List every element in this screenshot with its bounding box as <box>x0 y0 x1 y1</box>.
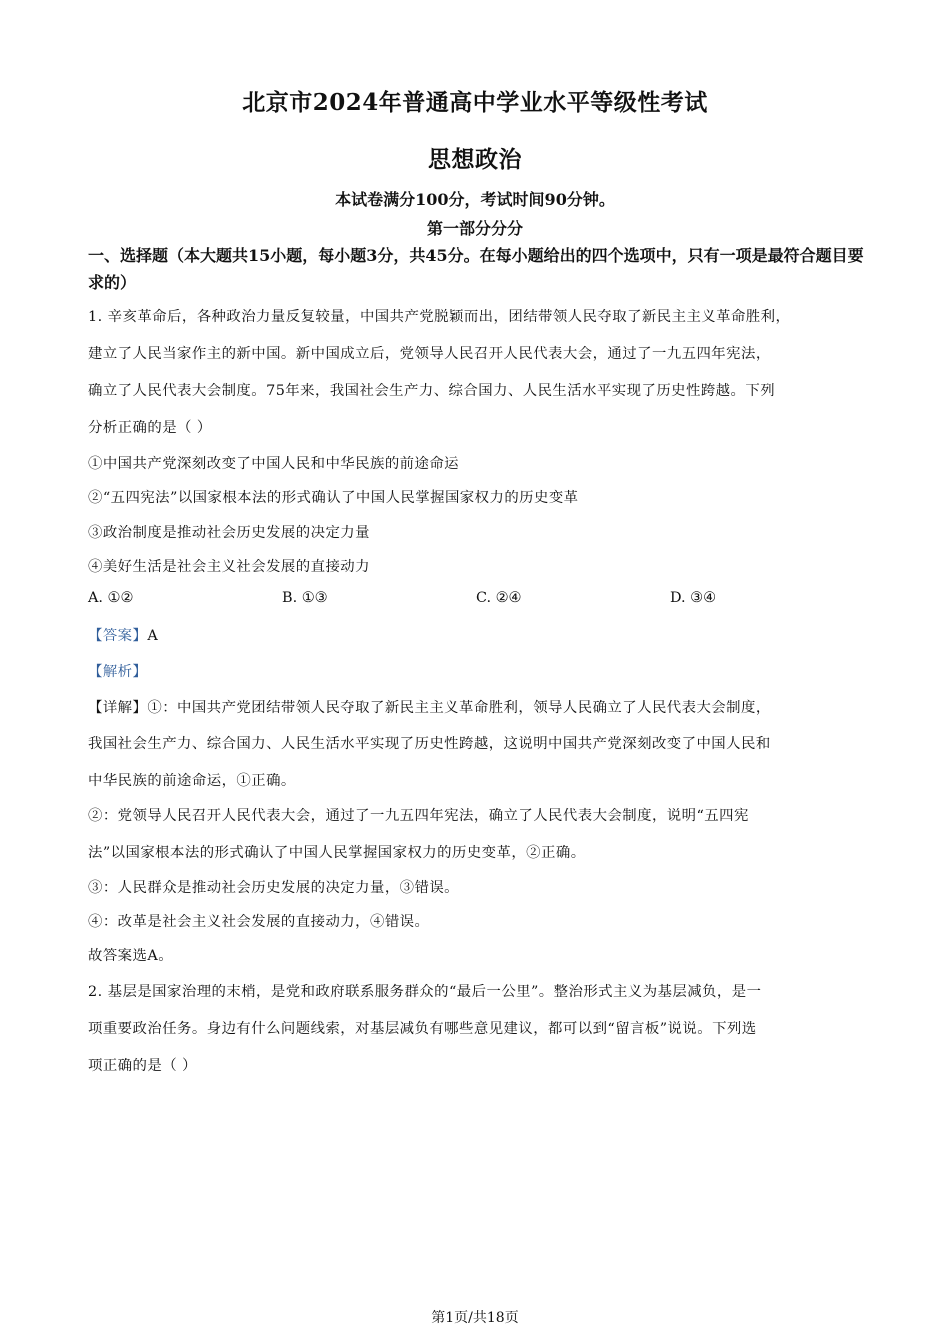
q1-stem-line: 建立了人民当家作主的新中国。新中国成立后，党领导人民召开人民代表大会，通过了一九五四年宪法， <box>88 346 771 362</box>
q1-analysis-tag <box>88 660 878 681</box>
answer-tag: 【答案】 <box>88 628 148 644</box>
q2-stem-line: 项正确的是（ ） <box>88 1058 197 1074</box>
q1-detail-line: ③：人民群众是推动社会历史发展的决定力量，③错误。 <box>88 880 460 896</box>
section-heading: 一、选择题（本大题共15小题，每小题3分，共45分。在每小题给出的四个选项中，只有一项是最符合题目要求的） <box>88 246 864 292</box>
q2-stem-line: 项重要政治任务。身边有什么问题线索，对基层减负有哪些意见建议，都可以到“留言板”说说。下列选 <box>88 1021 757 1037</box>
q1-detail-line: ④：改革是社会主义社会发展的直接动力，④错误。 <box>88 914 430 930</box>
q1-stem-line: 1. 辛亥革命后，各种政治力量反复较量，中国共产党脱颖而出，团结带领人民夺取了新民主主义革命胜利， <box>88 309 791 325</box>
q1-stem-line: 分析正确的是（ ） <box>88 420 212 436</box>
q1-option-a: A. ①② <box>88 590 134 606</box>
q1-option-b: B. ①③ <box>282 590 328 606</box>
q1-statement: ③政治制度是推动社会历史发展的决定力量 <box>88 525 370 541</box>
q1-detail-line: ②：党领导人民召开人民代表大会，通过了一九五四年宪法，确立了人民代表大会制度，说明“五四宪 <box>88 808 749 824</box>
q1-detail-line: 【详解】①：中国共产党团结带领人民夺取了新民主主义革命胜利，领导人民确立了人民代表大会制度， <box>88 700 771 716</box>
q2-stem-line: 2. 基层是国家治理的末梢，是党和政府联系服务群众的“最后一公里”。整治形式主义为基层减负，是一 <box>88 984 762 1000</box>
q1-detail-line: 故答案选A。 <box>88 948 174 964</box>
q1-option-c: C. ②④ <box>476 590 522 606</box>
q1-detail-line: 法”以国家根本法的形式确认了中国人民掌握国家权力的历史变革，②正确。 <box>88 845 586 861</box>
q1-statement: ①中国共产党深刻改变了中国人民和中华民族的前途命运 <box>88 456 460 472</box>
q1-answer <box>88 624 878 645</box>
q1-stem-line: 确立了人民代表大会制度。75年来，我国社会生产力、综合国力、人民生活水平实现了历史性跨越。下列 <box>88 383 776 399</box>
q1-option-d: D. ③④ <box>670 590 716 606</box>
page-footer: 第1页/共18页 <box>431 1310 519 1326</box>
analysis-tag: 【解析】 <box>88 664 148 680</box>
q1-detail-line: 中华民族的前途命运，①正确。 <box>88 773 296 789</box>
q1-detail-line: 我国社会生产力、综合国力、人民生活水平实现了历史性跨越，这说明中国共产党深刻改变了中国人民和 <box>88 736 771 752</box>
exam-info: 本试卷满分100分，考试时间90分钟。 <box>335 190 615 209</box>
subject-title: 思想政治 <box>428 146 522 173</box>
part-heading: 第一部分分分 <box>426 219 523 238</box>
q1-statement: ②“五四宪法”以国家根本法的形式确认了中国人民掌握国家权力的历史变革 <box>88 490 579 506</box>
answer-value: A <box>147 628 159 644</box>
exam-title: 北京市2024年普通高中学业水平等级性考试 <box>242 89 708 116</box>
q1-statement: ④美好生活是社会主义社会发展的直接动力 <box>88 559 370 575</box>
